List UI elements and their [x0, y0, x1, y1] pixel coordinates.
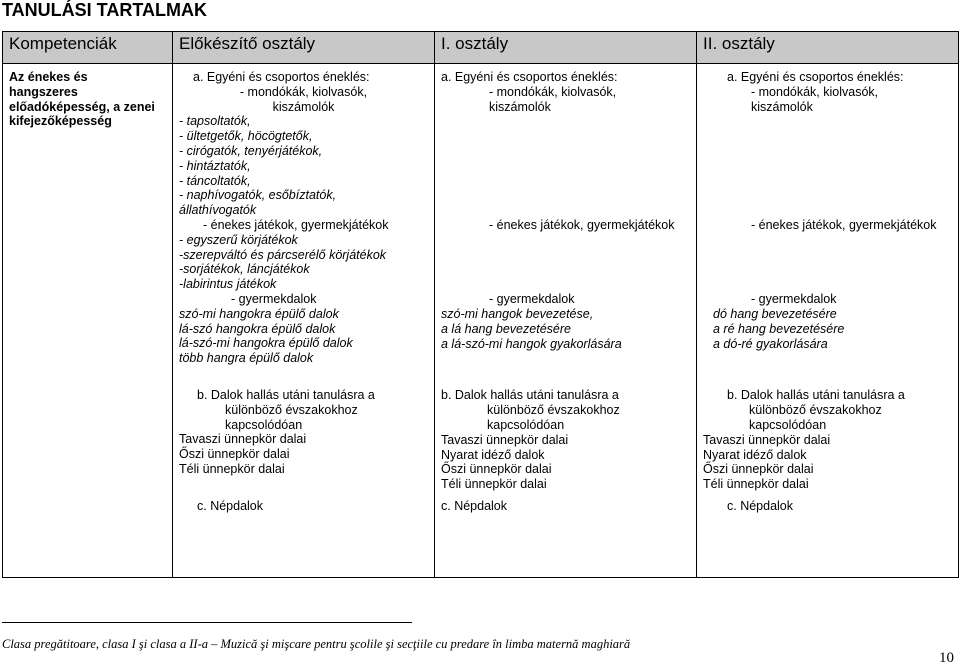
list-item: szó-mi hangokra épülő dalok: [179, 306, 339, 321]
section-a-sub: kiszámolók: [489, 99, 551, 114]
section-b-heading: b. Dalok hallás utáni tanulásra a: [197, 387, 375, 402]
competency-line: Az énekes és: [9, 70, 88, 84]
list-item: több hangra épülő dalok: [179, 351, 314, 366]
competency-line: kifejezőképesség: [9, 114, 112, 129]
list-item: Őszi ünnepkör dalai: [441, 462, 552, 477]
page-title: TANULÁSI TARTALMAK: [2, 0, 207, 20]
section-b-heading: különböző évszakokhoz: [487, 403, 620, 418]
first-grade-cell: [435, 64, 697, 578]
songs-heading: - gyermekdalok: [751, 292, 837, 307]
list-item: a ré hang bevezetésére: [713, 321, 845, 336]
list-item: -sorjátékok, láncjátékok: [179, 262, 310, 277]
list-item: a dó-ré gyakorlására: [713, 336, 828, 351]
list-item: - naphívogatók, esőbíztatók,: [179, 188, 337, 203]
header-kompetenciak: Kompetenciák: [3, 32, 173, 64]
section-a-heading: a. Egyéni és csoportos éneklés:: [727, 70, 904, 84]
list-item: - egyszerű körjátékok: [179, 232, 298, 247]
section-c-heading: c. Népdalok: [197, 498, 264, 513]
section-a-sub: kiszámolók: [751, 99, 813, 114]
section-b-heading: kapcsolódóan: [749, 417, 827, 432]
competency-line: előadóképesség, a zenei: [9, 99, 155, 114]
games-heading: - énekes játékok, gyermekjátékok: [489, 218, 675, 233]
list-item: - táncoltatók,: [179, 173, 251, 188]
section-b-heading: kapcsolódóan: [225, 417, 303, 432]
list-item: -labirintus játékok: [179, 277, 277, 292]
list-item: Téli ünnepkör dalai: [441, 477, 547, 492]
section-a-sub: - mondókák, kiolvasók,: [751, 84, 879, 99]
competency-cell: [3, 64, 173, 578]
preparatory-cell: [173, 64, 435, 578]
list-item: Téli ünnepkör dalai: [179, 461, 285, 476]
section-a-sub: - mondókák, kiolvasók,: [239, 84, 368, 99]
list-item: a lá-szó-mi hangok gyakorlására: [441, 336, 622, 351]
second-grade-cell: [697, 64, 959, 578]
section-b-heading: különböző évszakokhoz: [225, 402, 358, 417]
list-item: - tapsoltatók,: [179, 114, 251, 129]
section-b-heading: b. Dalok hallás utáni tanulásra a: [727, 388, 905, 403]
songs-heading: - gyermekdalok: [231, 291, 317, 306]
section-b-heading: különböző évszakokhoz: [749, 403, 882, 418]
section-c-heading: c. Népdalok: [727, 498, 794, 513]
songs-heading: - gyermekdalok: [489, 292, 575, 307]
games-heading: - énekes játékok, gyermekjátékok: [751, 218, 937, 233]
header-row: [3, 32, 959, 64]
list-item: lá-szó hangokra épülő dalok: [179, 321, 336, 336]
list-item: - cirógatók, tenyérjátékok,: [179, 143, 323, 158]
list-item: Őszi ünnepkör dalai: [703, 462, 814, 477]
games-heading: - énekes játékok, gyermekjátékok: [203, 217, 389, 232]
list-item: Téli ünnepkör dalai: [703, 477, 809, 492]
header-elokeszito: Előkészítő osztály: [173, 32, 435, 64]
list-item: - ültetgetők, höcögtetők,: [179, 129, 313, 144]
content-row: [3, 64, 959, 578]
section-a-sub: - mondókák, kiolvasók,: [489, 84, 617, 99]
list-item: - hintáztatók,: [179, 158, 251, 173]
list-item: -szerepváltó és párcserélő körjátékok: [179, 247, 387, 262]
section-a-heading: a. Egyéni és csoportos éneklés:: [441, 70, 618, 84]
list-item: Nyarat idéző dalok: [703, 447, 807, 462]
section-c-heading: c. Népdalok: [441, 498, 508, 513]
list-item: állathívogatók: [179, 203, 257, 218]
list-item: dó hang bevezetésére: [713, 306, 837, 321]
page-number: 10: [939, 650, 954, 666]
list-item: Nyarat idéző dalok: [441, 447, 545, 462]
list-item: a lá hang bevezetésére: [441, 321, 571, 336]
footer-divider: [2, 622, 412, 623]
list-item: Tavaszi ünnepkör dalai: [179, 432, 307, 447]
list-item: Tavaszi ünnepkör dalai: [441, 432, 569, 447]
curriculum-table: [2, 31, 959, 578]
section-b-heading: kapcsolódóan: [487, 417, 565, 432]
section-a-sub: kiszámolók: [272, 99, 335, 114]
list-item: szó-mi hangok bevezetése,: [441, 306, 594, 321]
footer-text: Clasa pregătitoare, clasa I şi clasa a II-a – Muzică şi mişcare pentru şcolile şi secţiile cu predare în limba maternă maghiară: [2, 637, 631, 651]
section-b-heading: b. Dalok hallás utáni tanulásra a: [441, 388, 619, 403]
list-item: Tavaszi ünnepkör dalai: [703, 432, 831, 447]
list-item: lá-szó-mi hangokra épülő dalok: [179, 336, 353, 351]
list-item: Őszi ünnepkör dalai: [179, 447, 290, 462]
header-first-grade: I. osztály: [435, 32, 697, 64]
header-second-grade: II. osztály: [697, 32, 959, 64]
competency-line: hangszeres: [9, 84, 78, 99]
section-a-heading: a. Egyéni és csoportos éneklés:: [193, 70, 370, 84]
